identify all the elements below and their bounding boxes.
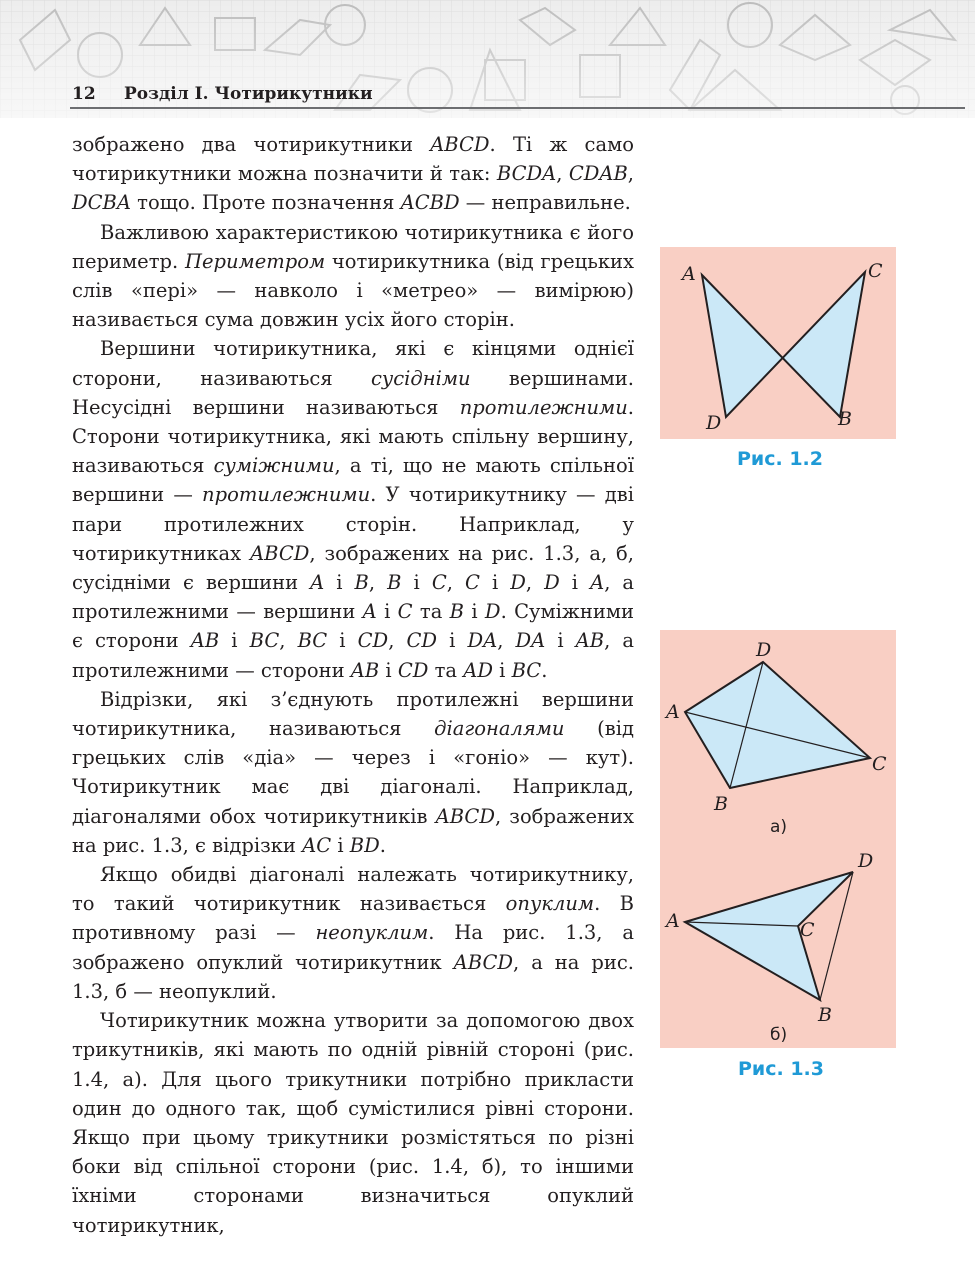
text-run: , — [388, 629, 407, 653]
math-symbol: ABCD — [250, 541, 310, 565]
figure-1-3-caption: Рис. 1.3 — [738, 1058, 824, 1080]
text-run: , — [497, 629, 516, 653]
text-run: — неправильне. — [459, 191, 631, 215]
text-run: і — [464, 600, 485, 624]
math-symbol: AB — [190, 629, 220, 653]
math-symbol: BC — [297, 629, 328, 653]
figure-1-2-caption: Рис. 1.2 — [737, 448, 823, 470]
math-symbol: BD — [349, 833, 380, 857]
fig13a-label-D: D — [756, 639, 772, 661]
paragraph — [72, 860, 634, 1006]
text-run: Відрізки, які з’єднують протилежні вершини чотирикутника, називаються — [72, 687, 634, 741]
fig13b-quad-ABCD — [685, 872, 853, 1000]
text-run: і — [545, 629, 576, 653]
figure-1-2-drawing — [660, 247, 896, 439]
fig13b-label-B: B — [818, 1004, 832, 1026]
text-run: і — [327, 629, 358, 653]
math-symbol: DA — [467, 629, 498, 653]
text-run: , — [279, 629, 298, 653]
text-run: і — [379, 658, 398, 682]
text-run: Чотирикутник можна утворити за допомогою двох трикутників, які мають по одній рівній стороні (рис. 1.4, а). Для цього трикутники потрібно прикласти один до одного так, щоб сумістилися рівні сторони. Якщо при цьому трикутники розмістяться по різні боки від спільної сторони (рис. 1.4, б), то іншими їхніми сторонами визначиться опуклий чотирикутник, — [72, 1009, 634, 1237]
text-run: . — [541, 658, 548, 682]
paragraph — [72, 218, 634, 335]
body-text — [72, 130, 634, 1240]
math-symbol: B — [449, 600, 465, 624]
fig13b-label-D: D — [858, 850, 874, 872]
text-run: і — [324, 571, 355, 595]
math-symbol: D — [510, 571, 526, 595]
text-run: Якщо обидві діагоналі належать чотирикутнику, то такий чотирикутник називається — [72, 863, 634, 916]
text-run: . На рис. 1.3, а зображено опуклий чотирикутник — [72, 921, 634, 974]
term: протилежними — [459, 395, 628, 419]
text-run: , а ті, що не мають спільної вершини — — [72, 454, 634, 507]
math-symbol: AC — [302, 833, 332, 857]
text-run: Вершини чотирикутника, які є кінцями однієї сторони, називаються — [72, 337, 634, 390]
text-run: , — [556, 162, 569, 186]
text-run: і — [376, 600, 398, 624]
running-head-chapter: Розділ I. Чотирикутники — [124, 84, 373, 104]
text-run: . Ті ж само чотирикутники можна позначити й так: — [72, 133, 635, 186]
text-run: . Сторони чотирикутника, які мають спільну вершину, називаються — [72, 395, 634, 478]
figure-1-3-b-label: б) — [770, 1025, 788, 1045]
term: суміжними — [213, 454, 335, 478]
math-symbol: DCBA — [72, 191, 131, 215]
term: неопуклим — [315, 921, 429, 945]
text-run: , — [525, 571, 545, 595]
figure-1-3-a-label: а) — [770, 817, 788, 837]
text-run: і — [219, 629, 250, 653]
fig12-quad-ABCD — [702, 272, 865, 417]
math-symbol: ACBD — [400, 191, 460, 215]
fig12-label-B: B — [838, 408, 852, 430]
term: сусідніми — [370, 366, 471, 390]
text-run: і — [401, 571, 432, 595]
math-symbol: CDAB — [568, 162, 628, 186]
fig13b-label-C: C — [800, 919, 815, 941]
math-symbol: ABCD — [435, 804, 495, 828]
text-run: , а протилежними — вершини — [72, 571, 635, 624]
math-symbol: BC — [511, 658, 542, 682]
math-symbol: AD — [463, 658, 493, 682]
math-symbol: CD — [357, 629, 389, 653]
math-symbol: ABCD — [430, 133, 490, 156]
text-run: і — [437, 629, 468, 653]
text-run: , зображених на рис. 1.3, а, б, сусідніми є вершини — [72, 541, 634, 595]
math-symbol: DA — [515, 629, 546, 653]
math-symbol: AB — [575, 629, 605, 653]
fig12-label-D: D — [706, 412, 722, 434]
text-run: і — [479, 571, 511, 595]
paragraph — [72, 334, 634, 684]
text-run: , — [627, 162, 634, 186]
page-number: 12 — [72, 84, 96, 104]
text-run: , — [446, 571, 465, 595]
text-run: і — [331, 833, 350, 857]
term: опуклим — [505, 892, 595, 916]
text-run: чотирикутника (від грецьких слів «пері» — навколо і «метрео» — вимірюю) називається сума довжин усіх його сторін. — [72, 249, 634, 332]
fig13a-label-C: C — [872, 753, 887, 775]
math-symbol: CD — [397, 658, 429, 682]
paragraph — [72, 130, 634, 218]
fig13b-label-A: A — [666, 910, 680, 932]
math-symbol: B — [387, 571, 402, 595]
term: Периметром — [184, 249, 326, 273]
text-run: . У чотирикутнику — дві пари протилежних сторін. Наприклад, у чотирикутниках — [72, 483, 634, 565]
header-rule — [70, 107, 965, 109]
math-symbol: A — [310, 571, 325, 595]
text-run: , а протилежними — сторони — [72, 629, 634, 682]
text-run: і — [559, 571, 591, 595]
text-run: зображено два чотирикутники — [72, 133, 431, 156]
term: протилежними — [202, 483, 371, 507]
paragraph — [72, 1006, 634, 1240]
math-symbol: ABCD — [453, 950, 514, 974]
text-run: Важливою характеристикою чотирикутника є його периметр. — [72, 220, 634, 273]
text-run: і — [492, 658, 512, 682]
fig12-label-A: A — [682, 263, 696, 285]
math-symbol: A — [590, 571, 605, 595]
math-symbol: C — [431, 571, 447, 595]
figure-1-2-panel — [660, 247, 896, 439]
text-run: . В противному разі — — [72, 892, 634, 945]
math-symbol: D — [544, 571, 560, 595]
page-header — [0, 0, 975, 118]
math-symbol: C — [464, 571, 480, 595]
text-run: та — [412, 600, 450, 624]
math-symbol: BC — [249, 629, 280, 653]
fig13a-quad-ABCD — [685, 662, 870, 788]
fig13a-label-A: A — [666, 701, 680, 723]
fig13a-label-B: B — [714, 793, 728, 815]
text-run: та — [428, 658, 464, 682]
math-symbol: BCDA — [496, 162, 557, 186]
text-run: , — [368, 571, 388, 595]
text-run: (від грецьких слів «діа» — через і «гоніо» — кут). Чотирикутник має дві діагоналі. Наприклад, діагоналями обох чотирикутників — [72, 717, 634, 828]
paragraph — [72, 685, 634, 860]
math-symbol: B — [354, 571, 369, 595]
text-run: . Суміжними є сторони — [72, 600, 634, 653]
term: діагоналями — [434, 717, 565, 741]
text-run: , а на рис. 1.3, б — неопуклий. — [72, 950, 634, 1003]
text-run: . — [379, 833, 386, 857]
figure-1-3-drawing — [660, 630, 896, 1048]
math-symbol: CD — [406, 629, 438, 653]
math-symbol: AB — [350, 658, 380, 682]
math-symbol: C — [397, 600, 413, 624]
figure-1-3-panel — [660, 630, 896, 1048]
math-symbol: D — [484, 600, 501, 624]
fig12-label-C: C — [868, 260, 883, 282]
text-run: тощо. Проте позначення — [130, 191, 401, 215]
text-run: , зображених на рис. 1.3, є відрізки — [72, 804, 635, 857]
text-run: вершинами. Несусідні вершини називаються — [72, 366, 634, 419]
math-symbol: A — [362, 600, 377, 624]
